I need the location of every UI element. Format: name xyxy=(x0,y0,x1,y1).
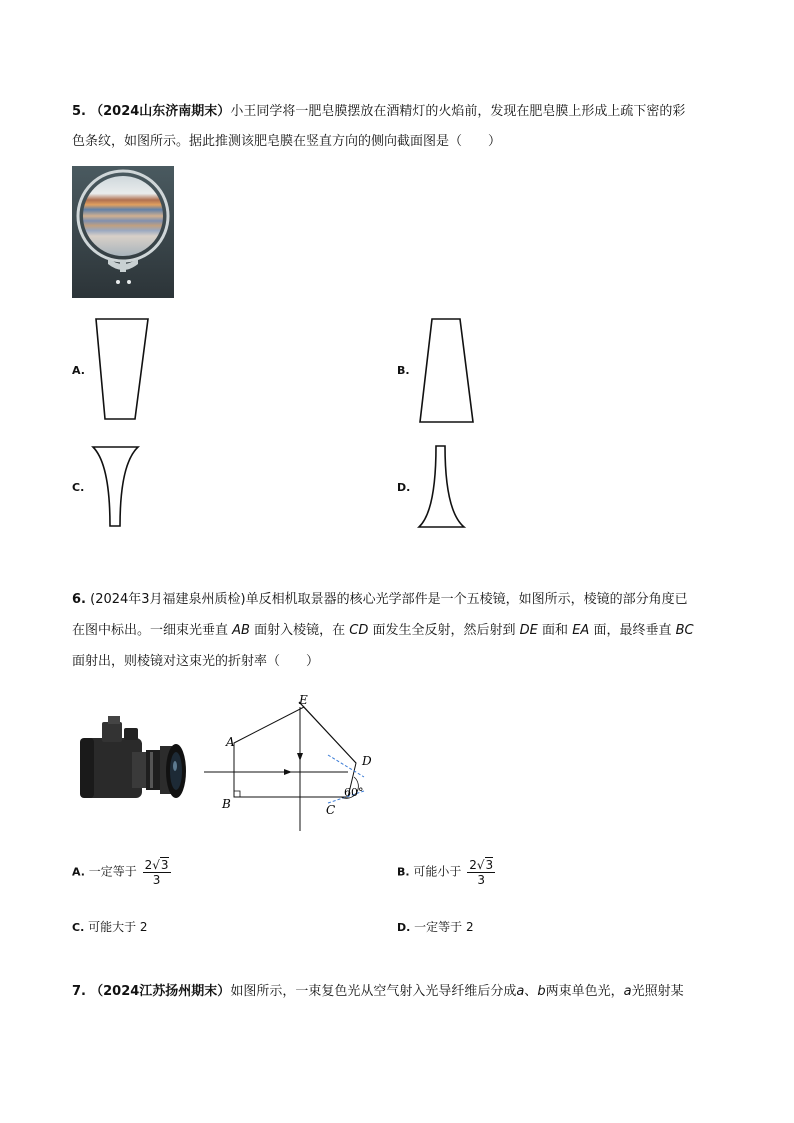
q5-line1 xyxy=(72,103,685,121)
pentaprism-diagram xyxy=(204,693,384,833)
label-d: D xyxy=(362,754,372,768)
soap-film-photo xyxy=(72,166,174,298)
q6-face-cd: CD xyxy=(349,623,369,638)
q5-option-a-label: A. xyxy=(72,364,85,377)
q6-option-d-label: D. xyxy=(397,921,411,934)
q7-source: （2024江苏扬州期末） xyxy=(90,984,231,999)
q6-face-de: DE xyxy=(519,623,538,638)
q5-option-d-figure xyxy=(416,443,476,535)
fraction: $\frac{2√3}{3}$ xyxy=(469,858,494,887)
q5-text-line1: 小王同学将一肥皂膜摆放在酒精灯的火焰前，发现在肥皂膜上形成上疏下密的彩 xyxy=(230,104,686,119)
frac-coef: 2 xyxy=(144,858,153,872)
q7-line1 xyxy=(72,983,684,1001)
q6-option-b-label: B. xyxy=(397,865,410,879)
q5-option-a-figure xyxy=(92,316,152,426)
q7-text: 如图所示，一束复色光从空气射入光导纤维后分成 xyxy=(230,984,517,999)
q6-option-d-text: 一定等于 2 xyxy=(414,920,474,934)
q5-line2: 色条纹，如图所示。据此推测该肥皂膜在竖直方向的侧向截面图是（ ） xyxy=(72,134,502,149)
q5-source: （2024山东济南期末） xyxy=(90,104,231,119)
q6-text: 面发生全反射，然后射到 xyxy=(372,623,516,638)
q6-line3: 面射出，则棱镜对这束光的折射率（ ） xyxy=(72,654,320,669)
q6-text: 面，最终垂直 xyxy=(593,623,672,638)
q5-option-c-label: C. xyxy=(72,481,85,494)
q6-text-line1: (2024年3月福建泉州质检)单反相机取景器的核心光学部件是一个五棱镜，如图所示，棱镜的部分角度已 xyxy=(90,592,688,607)
q5-option-b-label: B. xyxy=(397,364,410,377)
q7-sep: 、 xyxy=(524,984,538,999)
q5-option-b-figure xyxy=(417,316,477,426)
q6-face-bc: BC xyxy=(675,623,694,638)
q7-number: 7. xyxy=(72,984,86,999)
q6-option-a-label: A. xyxy=(72,865,85,879)
q6-text: 在图中标出。一细束光垂直 xyxy=(72,623,229,638)
q6-option-c-label: C. xyxy=(72,921,85,934)
q6-option-a xyxy=(72,857,171,887)
frac-radicand: 3 xyxy=(160,858,169,872)
q5-option-d-label: D. xyxy=(397,481,411,494)
q7-text: 光照射某 xyxy=(631,984,684,999)
q6-face-ea: EA xyxy=(572,623,590,638)
q6-option-d xyxy=(397,919,474,936)
q7-text: 两束单色光， xyxy=(545,984,624,999)
q6-option-b xyxy=(397,857,495,887)
q6-line1 xyxy=(72,591,688,609)
camera-image xyxy=(76,716,188,806)
q6-face-ab: AB xyxy=(232,623,250,638)
q5-option-c-figure xyxy=(90,444,150,534)
label-b: B xyxy=(222,797,231,811)
q6-line2 xyxy=(72,622,694,640)
label-a: A xyxy=(226,735,235,749)
label-c: C xyxy=(326,803,336,817)
q7-var-a: a xyxy=(516,984,525,999)
frac-coef: 2 xyxy=(469,858,477,872)
q6-number: 6. xyxy=(72,592,86,607)
q6-option-c xyxy=(72,919,148,936)
q7-var-a: a xyxy=(623,984,632,999)
q7-var-b: b xyxy=(537,984,546,999)
frac-den: 3 xyxy=(152,873,161,887)
q5-number: 5. xyxy=(72,104,86,119)
q6-text: 面和 xyxy=(542,623,569,638)
label-angle: 60° xyxy=(344,786,364,799)
frac-den: 3 xyxy=(477,873,486,887)
q6-option-c-text: 可能大于 2 xyxy=(88,920,148,934)
frac-radicand: 3 xyxy=(485,858,494,872)
fraction: $\frac{2√3}{3}$ xyxy=(144,858,169,887)
q6-option-a-text: 一定等于 xyxy=(88,864,137,879)
q6-option-b-text: 可能小于 xyxy=(413,864,462,879)
q6-text: 面射入棱镜，在 xyxy=(254,623,346,638)
label-e: E xyxy=(299,693,308,707)
